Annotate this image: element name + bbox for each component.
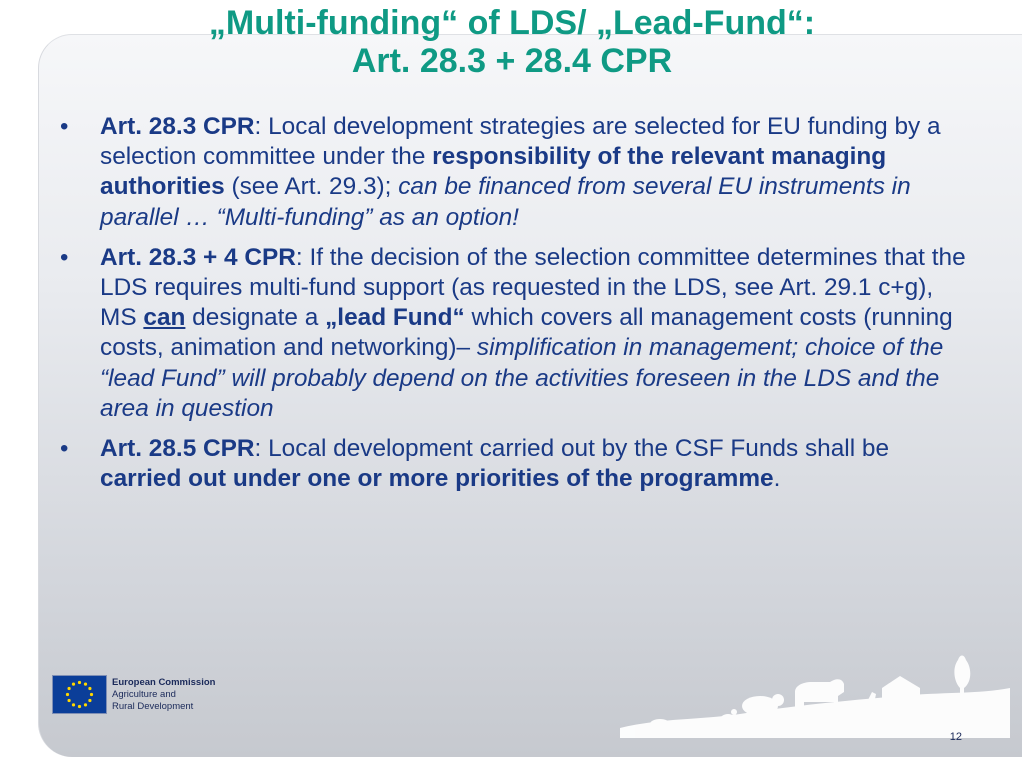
eu-flag-logo [52,675,107,714]
bullet-3-text-a: : Local development carried out by the CSF Funds shall be [254,435,890,463]
bullet-3-emphasis: carried out under one or more priorities of the programme [100,465,774,493]
bullet-item-1 [58,112,968,233]
bullet-2-italic: simplification in management; choice of the “lead Fund” will probably depend on the activities foreseen in the LDS and the area in question [100,334,944,422]
dg-line-2: Rural Development [112,701,194,712]
bullet-2-can: can [143,304,186,332]
org-name: European Commission [112,677,216,688]
page-number: 12 [949,731,962,743]
bullet-1-heading: Art. 28.3 CPR [100,113,255,140]
bullet-3-text-b: . [773,465,781,493]
bullet-1-text-b: (see Art. 29.3); [224,173,399,201]
dg-line-1: Agriculture and [112,689,176,700]
bullet-1-text-a: : Local development strategies are selected for EU funding by a selection committee under the [100,113,941,171]
bullet-2-text-c: which covers all management costs (running costs, animation and networking)– [100,304,953,362]
eu-stars-icon [53,676,106,713]
title-line-1: „Multi-funding“ of LDS/ „Lead-Fund“: [208,4,816,42]
bullet-2-text-b: designate a [185,304,326,332]
bullet-item-3 [58,434,968,494]
slide-title [0,4,1024,80]
bullet-marker: • [60,243,69,271]
bullet-1-emphasis: responsibility of the relevant managing authorities [100,143,887,201]
bullet-2-heading: Art. 28.3 + 4 CPR [100,243,296,271]
bullet-3-heading: Art. 28.5 CPR [100,435,255,463]
bullet-marker: • [60,435,69,463]
bullet-1-italic: can be financed from several EU instruments in parallel … “Multi-funding” as an option! [100,173,911,231]
commission-label [112,677,215,713]
title-line-2: Art. 28.3 + 28.4 CPR [351,42,673,80]
rural-landscape-illustration [620,648,1010,738]
bullet-list [58,112,968,504]
bullet-item-2 [58,243,968,424]
bullet-2-text-a: : If the decision of the selection committee determines that the LDS requires multi-fund support (as requested in the LDS, see Art. 29.1 c+g), MS [100,243,966,332]
bullet-2-lead-fund: „lead Fund“ [325,304,465,332]
bullet-marker: • [60,113,69,140]
